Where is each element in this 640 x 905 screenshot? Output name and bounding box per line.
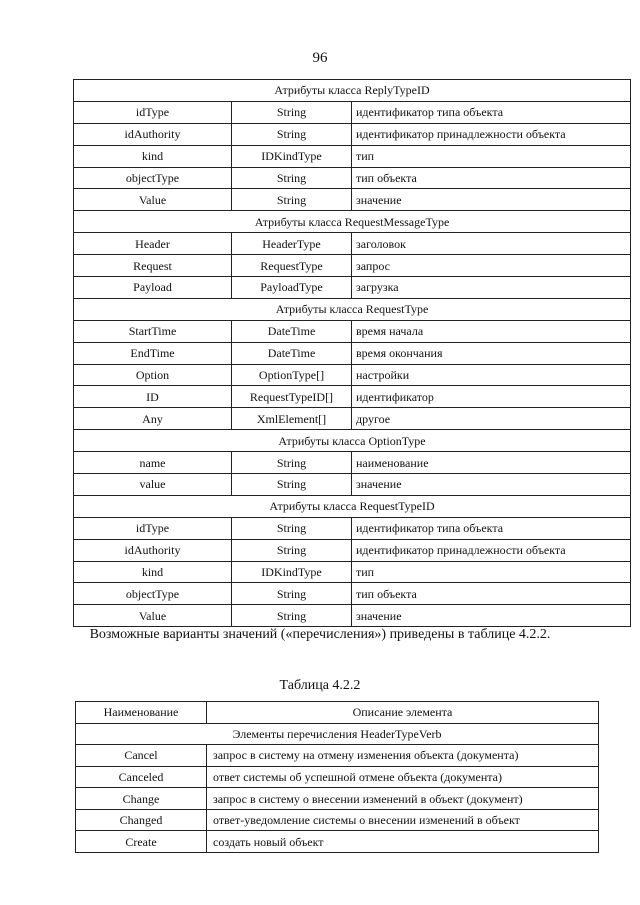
attribute-type: OptionType[] <box>232 364 352 386</box>
attribute-description: настройки <box>352 364 631 386</box>
attribute-description: загрузка <box>352 277 631 299</box>
section-title: Атрибуты класса RequestTypeID <box>74 495 631 517</box>
attribute-type: DateTime <box>232 342 352 364</box>
attribute-name: value <box>74 474 232 496</box>
attribute-name: Option <box>74 364 232 386</box>
attribute-description: идентификатор принадлежности объекта <box>352 539 631 561</box>
section-header-row <box>74 298 631 320</box>
table-row <box>74 474 631 496</box>
table-row <box>76 766 599 788</box>
attribute-type: String <box>232 474 352 496</box>
table-row <box>74 561 631 583</box>
section-header-row <box>76 723 599 745</box>
attribute-name: idType <box>74 101 232 123</box>
table-row <box>76 809 599 831</box>
attribute-name: objectType <box>74 583 232 605</box>
attribute-name: kind <box>74 145 232 167</box>
table-row <box>74 277 631 299</box>
attribute-name: idType <box>74 517 232 539</box>
attributes-table <box>73 79 631 627</box>
attribute-name: objectType <box>74 167 232 189</box>
attribute-name: idAuthority <box>74 123 232 145</box>
element-name: Cancel <box>76 745 207 767</box>
attribute-description: запрос <box>352 255 631 277</box>
element-description: ответ системы об успешной отмене объекта (документа) <box>207 766 599 788</box>
table-row <box>74 539 631 561</box>
element-description: создать новый объект <box>207 831 599 853</box>
attributes-table-body <box>74 80 631 627</box>
attribute-description: другое <box>352 408 631 430</box>
attribute-name: idAuthority <box>74 539 232 561</box>
attribute-name: Request <box>74 255 232 277</box>
attribute-type: IDKindType <box>232 561 352 583</box>
attribute-description: заголовок <box>352 233 631 255</box>
enumeration-table-body <box>76 702 599 853</box>
attribute-description: значение <box>352 189 631 211</box>
attribute-type: String <box>232 101 352 123</box>
attribute-name: Header <box>74 233 232 255</box>
attribute-description: значение <box>352 605 631 627</box>
attribute-name: ID <box>74 386 232 408</box>
enumeration-note: Возможные варианты значений («перечисления») приведены в таблице 4.2.2. <box>89 627 551 642</box>
element-description: ответ-уведомление системы о внесении изменений в объект <box>207 809 599 831</box>
attribute-description: идентификатор принадлежности объекта <box>352 123 631 145</box>
section-title: Элементы перечисления HeaderTypeVerb <box>76 723 599 745</box>
attribute-description: идентификатор типа объекта <box>352 101 631 123</box>
attribute-type: String <box>232 189 352 211</box>
section-header-row <box>74 430 631 452</box>
attribute-type: String <box>232 605 352 627</box>
attribute-type: RequestType <box>232 255 352 277</box>
header-row <box>76 702 599 724</box>
attribute-name: kind <box>74 561 232 583</box>
page-number: 96 <box>312 50 328 66</box>
section-title: Атрибуты класса RequestType <box>74 298 631 320</box>
attribute-description: тип объекта <box>352 583 631 605</box>
element-name: Changed <box>76 809 207 831</box>
attribute-name: Value <box>74 189 232 211</box>
attribute-description: тип объекта <box>352 167 631 189</box>
section-title: Атрибуты класса ReplyTypeID <box>74 80 631 102</box>
section-title: Атрибуты класса OptionType <box>74 430 631 452</box>
table-row <box>74 101 631 123</box>
attribute-type: String <box>232 583 352 605</box>
attribute-type: XmlElement[] <box>232 408 352 430</box>
element-name: Change <box>76 788 207 810</box>
section-header-row <box>74 211 631 233</box>
attribute-type: RequestTypeID[] <box>232 386 352 408</box>
table-row <box>74 145 631 167</box>
element-name: Canceled <box>76 766 207 788</box>
attribute-name: EndTime <box>74 342 232 364</box>
table-row <box>76 745 599 767</box>
table-row <box>74 583 631 605</box>
table-row <box>74 364 631 386</box>
attribute-description: время окончания <box>352 342 631 364</box>
element-name: Create <box>76 831 207 853</box>
attribute-type: String <box>232 167 352 189</box>
section-header-row <box>74 80 631 102</box>
column-header: Описание элемента <box>207 702 599 724</box>
attribute-type: String <box>232 123 352 145</box>
attribute-description: идентификатор <box>352 386 631 408</box>
table-row <box>74 605 631 627</box>
attribute-type: DateTime <box>232 320 352 342</box>
attribute-description: тип <box>352 145 631 167</box>
enumeration-table <box>75 701 599 853</box>
table-row <box>74 342 631 364</box>
attribute-type: String <box>232 452 352 474</box>
attribute-type: PayloadType <box>232 277 352 299</box>
attribute-name: StartTime <box>74 320 232 342</box>
attribute-type: String <box>232 539 352 561</box>
attribute-description: наименование <box>352 452 631 474</box>
element-description: запрос в систему о внесении изменений в объект (документ) <box>207 788 599 810</box>
element-description: запрос в систему на отмену изменения объекта (документа) <box>207 745 599 767</box>
attribute-name: Value <box>74 605 232 627</box>
table-row <box>74 167 631 189</box>
table-row <box>74 233 631 255</box>
attribute-type: String <box>232 517 352 539</box>
table-row <box>74 189 631 211</box>
attribute-description: идентификатор типа объекта <box>352 517 631 539</box>
table-row <box>74 255 631 277</box>
section-title: Атрибуты класса RequestMessageType <box>74 211 631 233</box>
attribute-description: значение <box>352 474 631 496</box>
table-row <box>74 386 631 408</box>
attribute-name: Payload <box>74 277 232 299</box>
attribute-description: время начала <box>352 320 631 342</box>
attribute-name: name <box>74 452 232 474</box>
table-row <box>74 517 631 539</box>
table-row <box>74 123 631 145</box>
table-row <box>76 831 599 853</box>
table-row <box>74 452 631 474</box>
column-header: Наименование <box>76 702 207 724</box>
table-row <box>74 408 631 430</box>
section-header-row <box>74 495 631 517</box>
table-caption: Таблица 4.2.2 <box>279 678 361 693</box>
table-row <box>76 788 599 810</box>
table-row <box>74 320 631 342</box>
attribute-type: IDKindType <box>232 145 352 167</box>
attribute-type: HeaderType <box>232 233 352 255</box>
attribute-name: Any <box>74 408 232 430</box>
attribute-description: тип <box>352 561 631 583</box>
